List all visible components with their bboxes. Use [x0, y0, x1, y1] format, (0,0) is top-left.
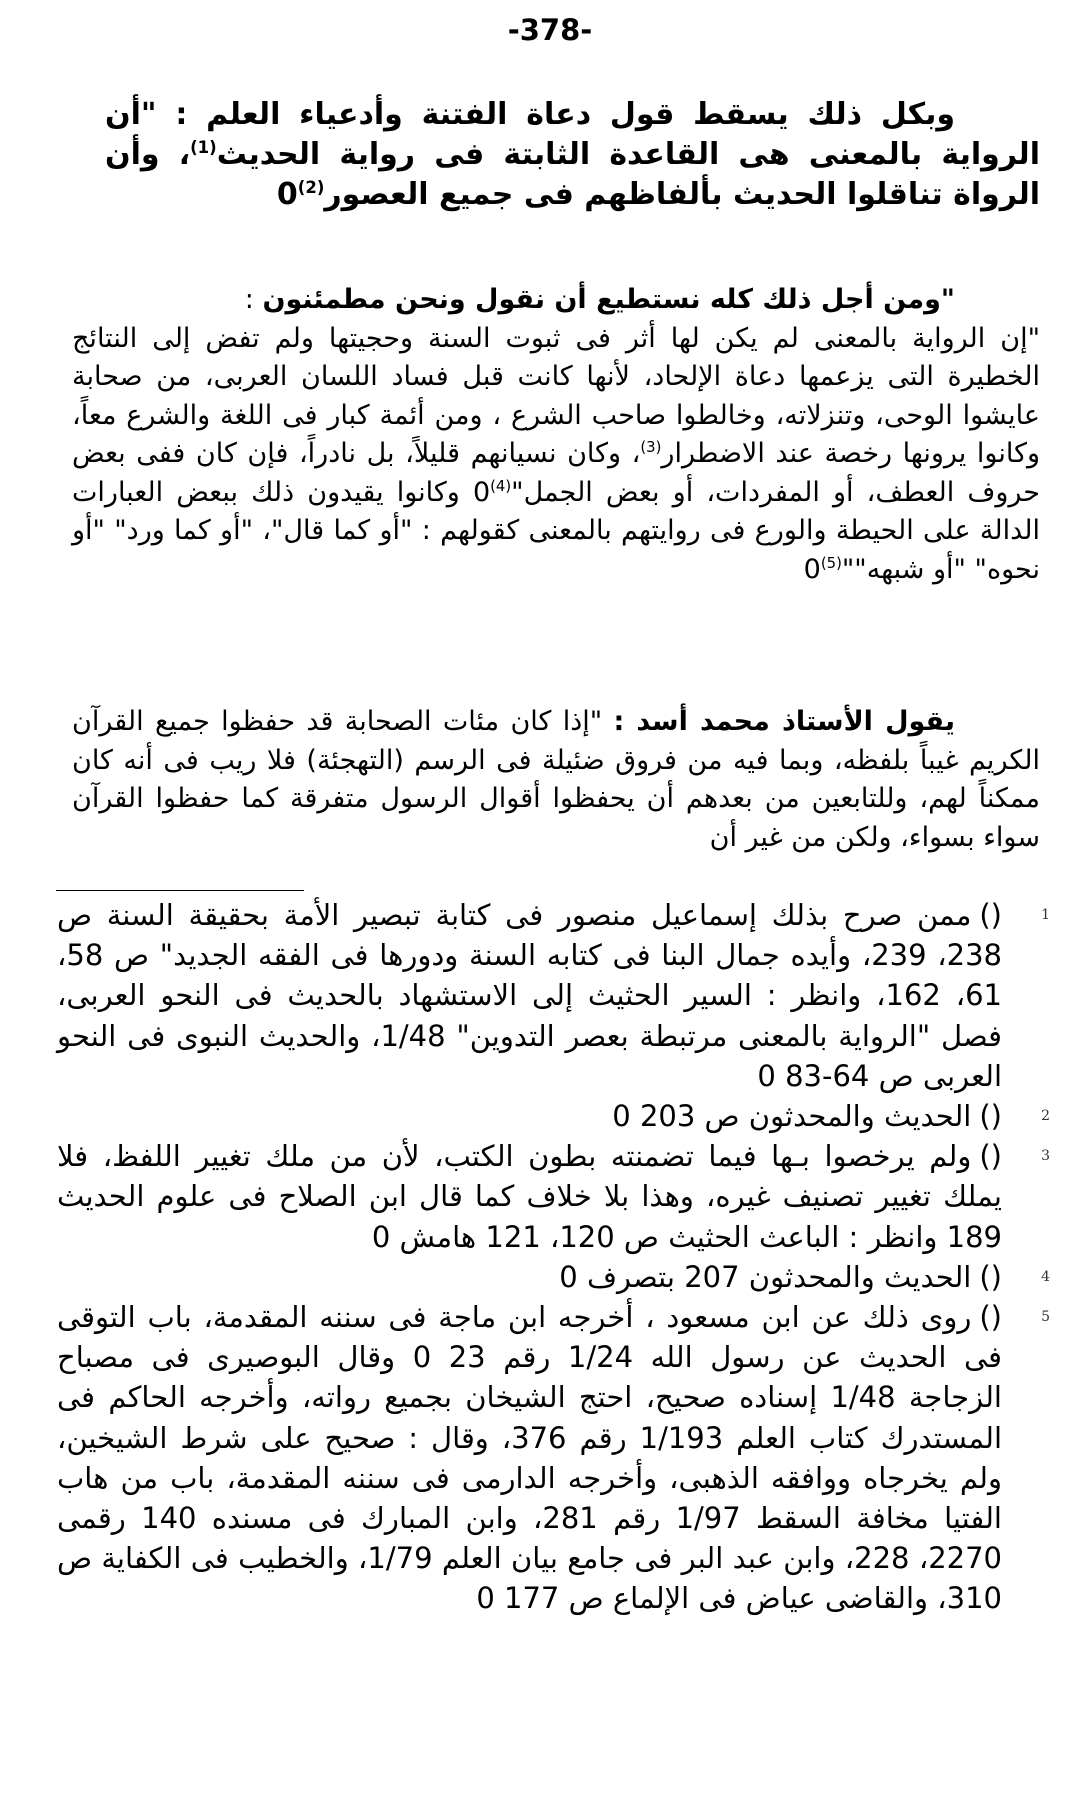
asad-lead: يقول الأستاذ محمد أسد : — [613, 706, 955, 737]
footnote-marker: () — [979, 1139, 1002, 1174]
quote-paragraph — [72, 281, 1040, 589]
footnotes-section — [57, 895, 1050, 1619]
footnote-number: 3 — [1041, 1148, 1050, 1165]
footnote-3 — [57, 1136, 1050, 1257]
footnote-1 — [57, 895, 1050, 1096]
footnote-number: 4 — [1041, 1268, 1050, 1285]
intro-text-b: ، وأن الرواة تناقلوا الحديث بألفاظهم فى جميع العصور — [105, 137, 1040, 212]
asad-text: "إذا كان مئات الصحابة قد حفظوا جميع القرآن الكريم غيباً بلفظه، وبما فيه من فروق ضئيلة فى الرسم (التهجئة) فلا ريب فى أنه كان ممكناً لهم، وللتابعين من بعدهم أن يحفظوا أقوال الرسول متفرقة كما حفظوا القرآن سواء بسواء، ولكن من غير أن — [72, 706, 1040, 853]
footnote-number: 1 — [1041, 907, 1050, 923]
footnote-ref-2[interactable]: (2) — [297, 178, 325, 197]
quote-text-c: 0 وكانوا يقيدون ذلك ببعض العبارات الدالة على الحيطة والورع فى روايتهم بالمعنى كقولهم : "أو كما قال"، "أو كما ورد" "أو نحوه" "أو شبهه"" — [72, 476, 1040, 585]
page-number: -378- — [507, 13, 593, 47]
footnote-ref-5[interactable]: (5) — [820, 553, 842, 572]
footnote-text: ولم يرخصوا بـها فيما تضمنته بطون الكتب، لأن من ملك تغيير اللفظ، فلا يملك تغيير تصنيف غيره، وهذا بلا خلاف كما قال ابن الصلاح فى علوم الحديث 189 وانظر : الباعث الحثيث ص 120، 121 هامش 0 — [57, 1139, 1002, 1254]
footnote-marker: () — [979, 1300, 1002, 1335]
footnote-5 — [57, 1297, 1050, 1619]
footnote-divider — [56, 890, 304, 891]
footnote-text: الحديث والمحدثون ص 203 0 — [612, 1099, 972, 1134]
footnote-4 — [57, 1257, 1050, 1297]
footnote-marker: () — [979, 898, 1002, 932]
intro-text-c: 0 — [276, 177, 298, 212]
footnote-ref-3[interactable]: (3) — [640, 438, 662, 456]
footnote-number: 5 — [1041, 1309, 1050, 1326]
footnote-2 — [57, 1096, 1050, 1136]
intro-paragraph — [105, 95, 1040, 215]
footnote-ref-1[interactable]: (1) — [190, 138, 217, 157]
footnote-text: الحديث والمحدثون 207 بتصرف 0 — [559, 1259, 972, 1294]
footnote-text: روى ذلك عن ابن مسعود ، أخرجه ابن ماجة فى سننه المقدمة، باب التوقى فى الحديث عن رسول الله 1/24 رقم 23 0 وقال البوصيرى فى مصباح الزجاجة 1/48 إسناده صحيح، احتج الشيخان بجميع رواته، وأخرجه الحاكم فى المستدرك كتاب العلم 1/193 رقم 376، وقال : صحيح على شرط الشيخين، ولم يخرجاه ووافقه الذهبى، وأخرجه الدارمى فى سننه المقدمة، باب من هاب الفتيا مخافة السقط 1/97 رقم 281، وابن المبارك فى مسنده 140 رقمى 2270، 228، وابن عبد البر فى جامع بيان العلم 1/79، والخطيب فى الكفاية ص 310، والقاضى عياض فى الإلماع ص 177 0 — [57, 1300, 1003, 1616]
footnote-text: ممن صرح بذلك إسماعيل منصور فى كتابة تبصير الأمة بحقيقة السنة ص 238، 239، وأيده جمال البنا فى كتابه السنة ودورها فى الفقه الجديد" ص 58، 61، 162، وانظر : السير الحثيث إلى الاستشهاد بالحديث فى النحو العربى، فصل "الرواية بالمعنى مرتبطة بعصر التدوين" 1/48، والحديث النبوى فى النحو العربى ص 64-83 0 — [57, 898, 1003, 1093]
footnote-ref-4[interactable]: (4) — [490, 476, 512, 495]
footnote-number: 2 — [1041, 1108, 1050, 1125]
footnote-marker: () — [979, 1259, 1002, 1294]
footnote-marker: () — [979, 1099, 1002, 1134]
asad-paragraph — [72, 703, 1040, 857]
quote-lead-colon: : — [244, 284, 263, 315]
intro-text-a: وبكل ذلك يسقط قول دعاة الفتنة وأدعياء العلم : "أن الرواية بالمعنى هى القاعدة الثابتة فى رواية الحديث — [105, 97, 1040, 172]
quote-text-a: "إن الرواية بالمعنى لم يكن لها أثر فى ثبوت السنة وحجيتها ولم تفض إلى النتائج الخطيرة التى يزعمها دعاة الإلحاد، لأنها كانت قبل فساد اللسان العربى، من صحابة عايشوا الوحى، وتنزلاته، وخالطوا صاحب الشرع ، ومن أئمة كبار فى اللغة والشرع معاً، وكانوا يرونها رخصة عند الاضطرار — [72, 322, 1040, 469]
quote-lead: "ومن أجل ذلك كله نستطيع أن نقول ونحن مطمئنون — [262, 284, 955, 315]
quote-text-d: 0 — [803, 553, 821, 585]
quote-text-b: ، وكان نسيانهم قليلاً، بل نادراً، فإن كان ففى بعض حروف العطف، أو المفردات، أو بعض الجمل" — [72, 438, 1040, 508]
